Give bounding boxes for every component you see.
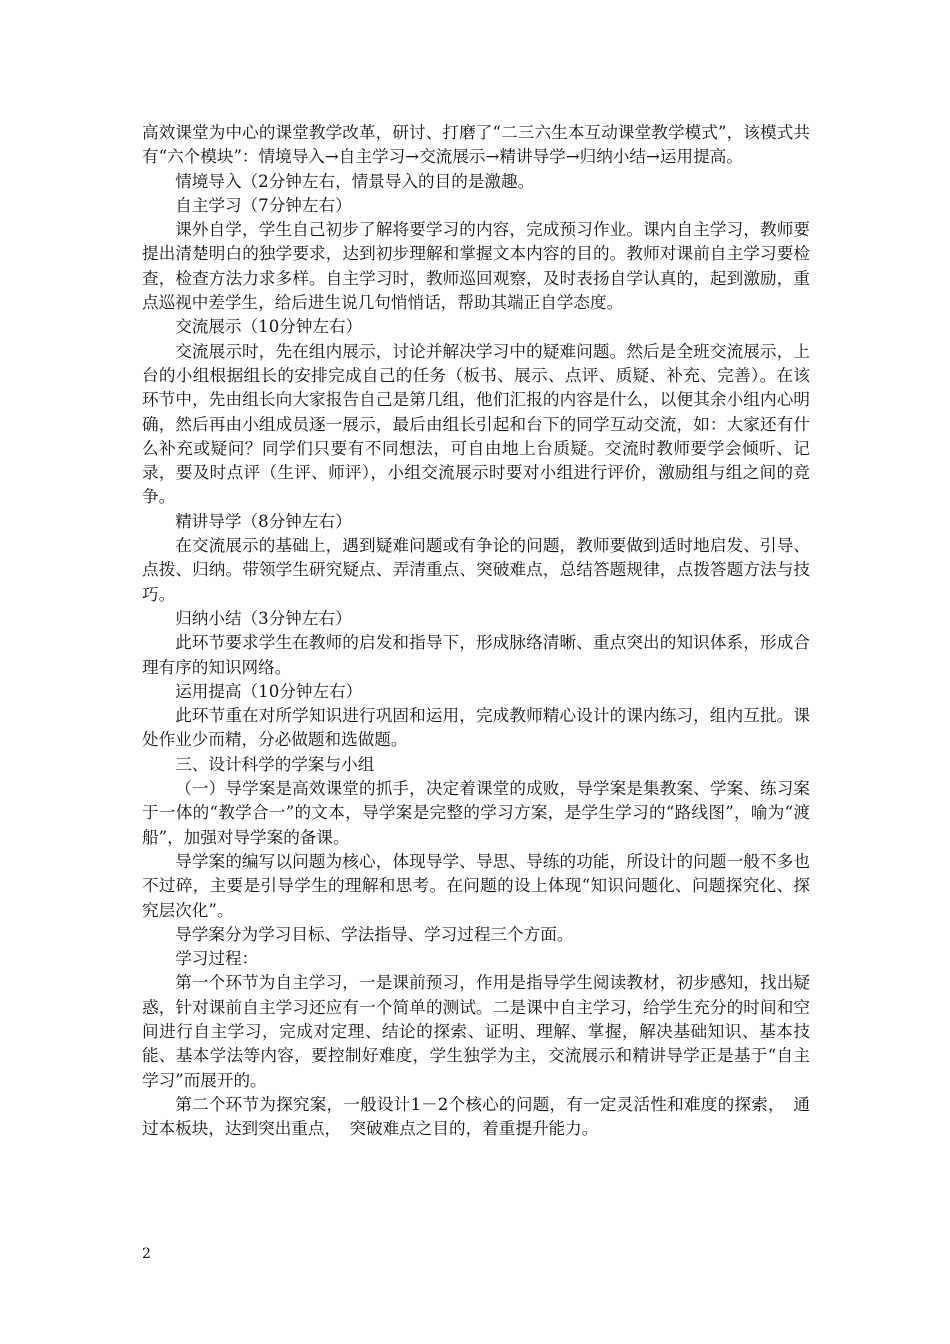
paragraph: 课外自学，学生自己初步了解将要学习的内容，完成预习作业。课内自主学习，教师要提出清楚明白的独学要求，达到初步理解和掌握文本内容的目的。教师对课前自主学习要检查，检查方法力求多样。自主学习时，教师巡回观察，及时表扬自学认真的，起到激励，重点巡视中差学生，给后进生说几句悄悄话，帮助其端正自学态度。 <box>142 220 810 313</box>
body-text <box>142 121 810 1141</box>
paragraph: 第二个环节为探究案，一般设计1－2个核心的问题，有一定灵活性和难度的探索， 通过本板块，达到突出重点， 突破难点之目的，着重提升能力。 <box>142 1094 810 1139</box>
paragraph: 高效课堂为中心的课堂教学改革，研讨、打磨了“二三六生本互动课堂教学模式”，该模式共有“六个模块”：情境导入→自主学习→交流展示→精讲导学→归纳小结→运用提高。 <box>142 123 810 167</box>
paragraph: 导学案的编写以问题为核心，体现导学、导思、导练的功能，所设计的问题一般不多也不过碎，主要是引导学生的理解和思考。在问题的设上体现“知识问题化、问题探究化、探究层次化”。 <box>142 851 810 920</box>
paragraph: （一）导学案是高效课堂的抓手，决定着课堂的成败，导学案是集教案、学案、练习案于一体的“教学合一”的文本，导学案是完整的学习方案，是学生学习的“路线图”，喻为“渡船”，加强对导学案的备课。 <box>142 779 810 847</box>
paragraph: 第一个环节为自主学习，一是课前预习，作用是指导学生阅读教材，初步感知，找出疑惑，针对课前自主学习还应有一个简单的测试。二是课中自主学习，给学生充分的时间和空间进行自主学习，完成对定理、结论的探索、证明、理解、掌握，解决基础知识、基本技能、基本学法等内容，要控制好难度，学生独学为主，交流展示和精讲导学正是基于“自主学习”而展开的。 <box>142 973 810 1090</box>
page-number: 2 <box>142 1246 151 1262</box>
paragraph: 自主学习（7分钟左右） <box>175 195 352 215</box>
paragraph: 交流展示时，先在组内展示，讨论并解决学习中的疑难问题。然后是全班交流展示，上台的小组根据组长的安排完成自己的任务（板书、展示、点评、质疑、补充、完善）。在该环节中，先由组长向大家报告自己是第几组，他们汇报的内容是什么，以便其余小组内心明确，然后再由小组成员逐一展示，最后由组长引起和台下的同学互动交流，如：大家还有什么补充或疑问？同学们只要有不同想法，可自由地上台质疑。交流时教师要学会倾听、记录，要及时点评（生评、师评），小组交流展示时要对小组进行评价，激励组与组之间的竞争。 <box>142 341 810 507</box>
paragraph: 此环节重在对所学知识进行巩固和运用，完成教师精心设计的课内练习，组内互批。课处作业少而精，分必做题和选做题。 <box>142 706 810 750</box>
paragraph: 运用提高（10分钟左右） <box>175 681 363 701</box>
paragraph: 此环节要求学生在教师的启发和指导下，形成脉络清晰、重点突出的知识体系，形成合理有序的知识网络。 <box>142 633 810 677</box>
paragraph: 情境导入（2分钟左右，情景导入的目的是激趣。 <box>175 171 535 191</box>
paragraph: 学习过程： <box>175 949 259 969</box>
paragraph: 导学案分为学习目标、学法指导、学习过程三个方面。 <box>175 924 574 944</box>
paragraph: 交流展示（10分钟左右） <box>175 317 363 337</box>
paragraph: 归纳小结（3分钟左右） <box>175 608 352 628</box>
paragraph: 精讲导学（8分钟左右） <box>175 511 352 531</box>
paragraph: 在交流展示的基础上，遇到疑难问题或有争论的问题，教师要做到适时地启发、引导、点拨、归纳。带领学生研究疑点、弄清重点、突破难点，总结答题规律，点拨答题方法与技巧。 <box>142 536 810 604</box>
paragraph: 三、设计科学的学案与小组 <box>175 754 375 774</box>
